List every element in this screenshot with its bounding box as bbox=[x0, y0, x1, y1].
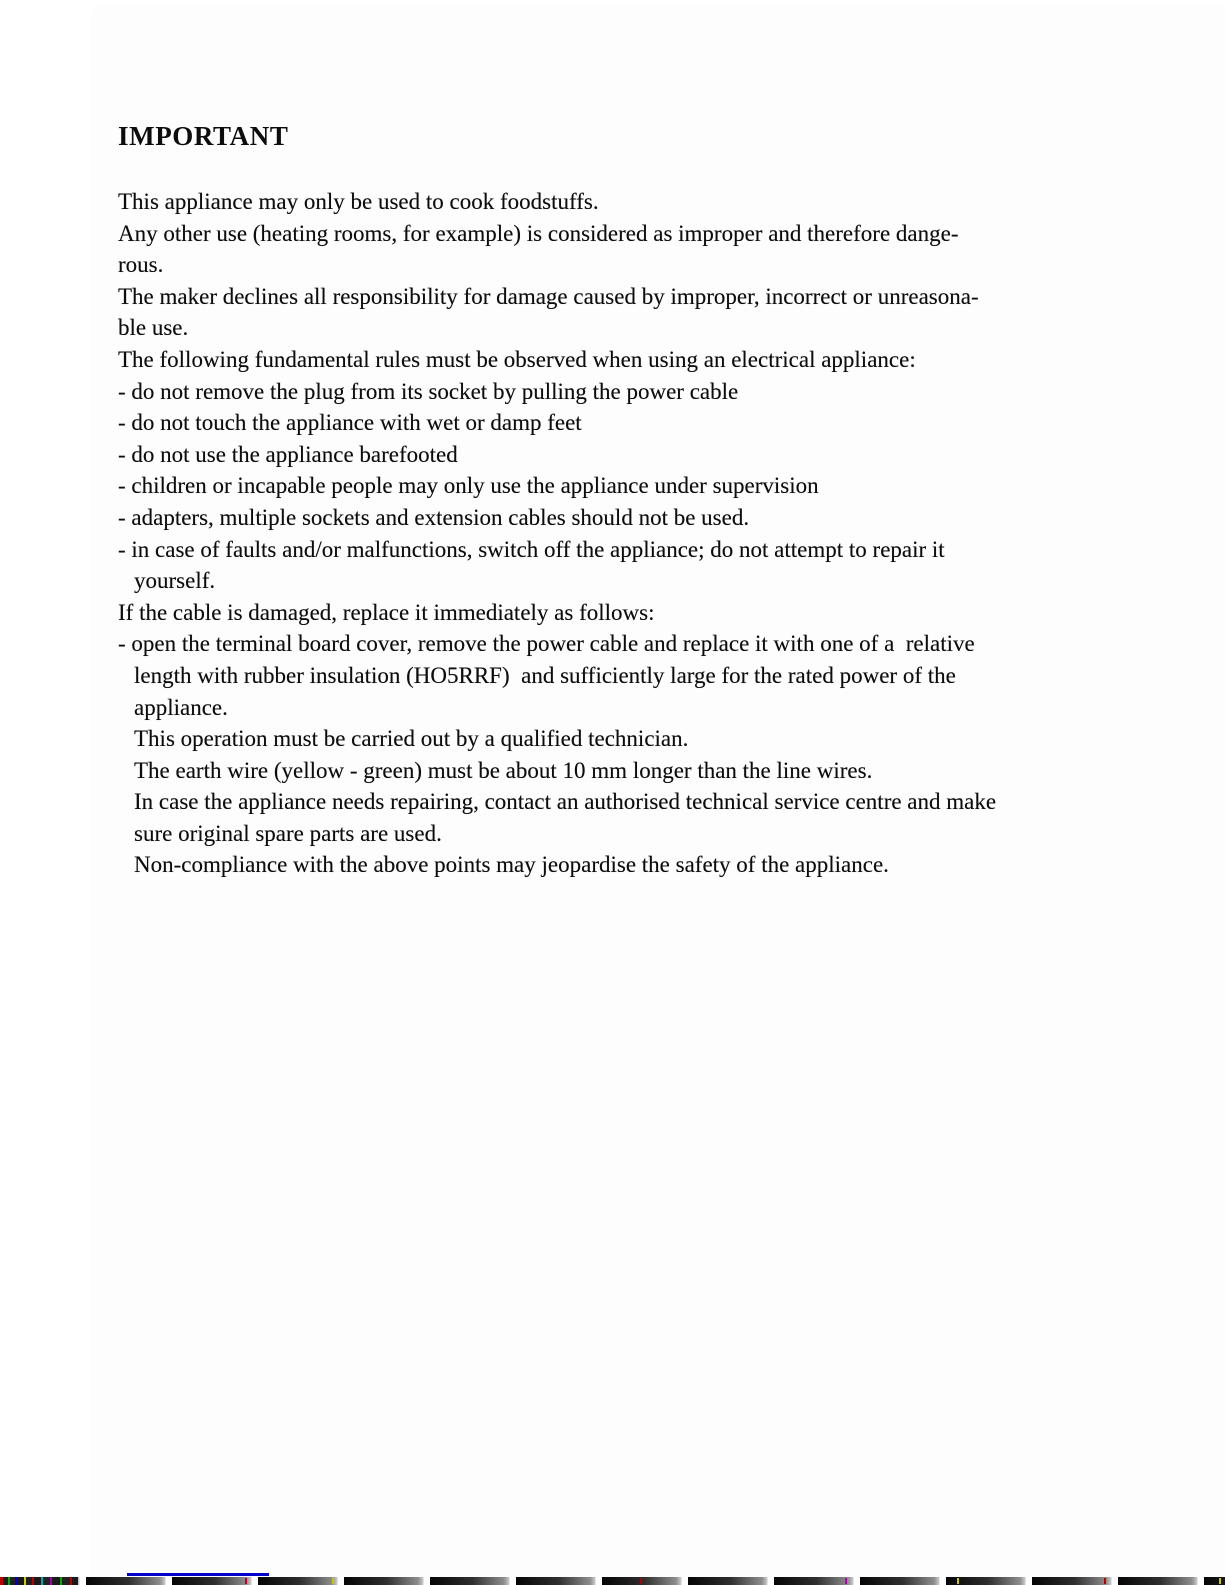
scan-blue-mark-line bbox=[127, 1573, 269, 1576]
text-line: appliance. bbox=[134, 694, 228, 720]
text-line: This appliance may only be used to cook foodstuffs. bbox=[118, 189, 599, 214]
scan-bottom-edge-bar bbox=[0, 1577, 1225, 1585]
text-line bullet-line: - do not remove the plug from its socket by pulling the power cable bbox=[118, 378, 739, 404]
text-line bullet-line: - in case of faults and/or malfunctions, switch off the appliance; do not attempt to repair it bbox=[118, 536, 945, 562]
text-line bullet-line: - do not use the appliance barefooted bbox=[118, 441, 458, 467]
scan-bottom-noise bbox=[0, 1577, 78, 1585]
text-line: yourself. bbox=[134, 568, 216, 594]
text-line: length with rubber insulation (HO5RRF) and sufficiently large for the rated power of the bbox=[134, 662, 956, 688]
text-line bullet-line: - do not touch the appliance with wet or damp feet bbox=[118, 410, 582, 436]
text-line: The following fundamental rules must be observed when using an electrical appliance: bbox=[118, 346, 916, 372]
text-line bullet-line: - open the terminal board cover, remove the power cable and replace it with one of a relative bbox=[118, 631, 975, 657]
text-line: Any other use (heating rooms, for example) is considered as improper and therefore dange- bbox=[118, 220, 959, 246]
text-line: If the cable is damaged, replace it immediately as follows: bbox=[118, 599, 655, 625]
text-line: In case the appliance needs repairing, contact an authorised technical service centre and make bbox=[134, 789, 997, 815]
text-line: This operation must be carried out by a qualified technician. bbox=[134, 726, 689, 752]
text-line: The maker declines all responsibility for damage caused by improper, incorrect or unreasona- bbox=[118, 283, 979, 309]
text-line bullet-line: - adapters, multiple sockets and extension cables should not be used. bbox=[118, 504, 750, 530]
scan-color-specks bbox=[0, 1578, 2, 1584]
text-line: sure original spare parts are used. bbox=[134, 820, 442, 846]
text-line: rous. bbox=[118, 252, 164, 278]
text-line: Non-compliance with the above points may jeopardise the safety of the appliance. bbox=[134, 852, 889, 878]
document-heading: IMPORTANT bbox=[118, 121, 289, 151]
text-line: ble use. bbox=[118, 315, 189, 341]
document-body bbox=[118, 186, 1118, 881]
text-line: The earth wire (yellow - green) must be about 10 mm longer than the line wires. bbox=[134, 757, 873, 783]
text-line bullet-line: - children or incapable people may only use the appliance under supervision bbox=[118, 473, 819, 499]
